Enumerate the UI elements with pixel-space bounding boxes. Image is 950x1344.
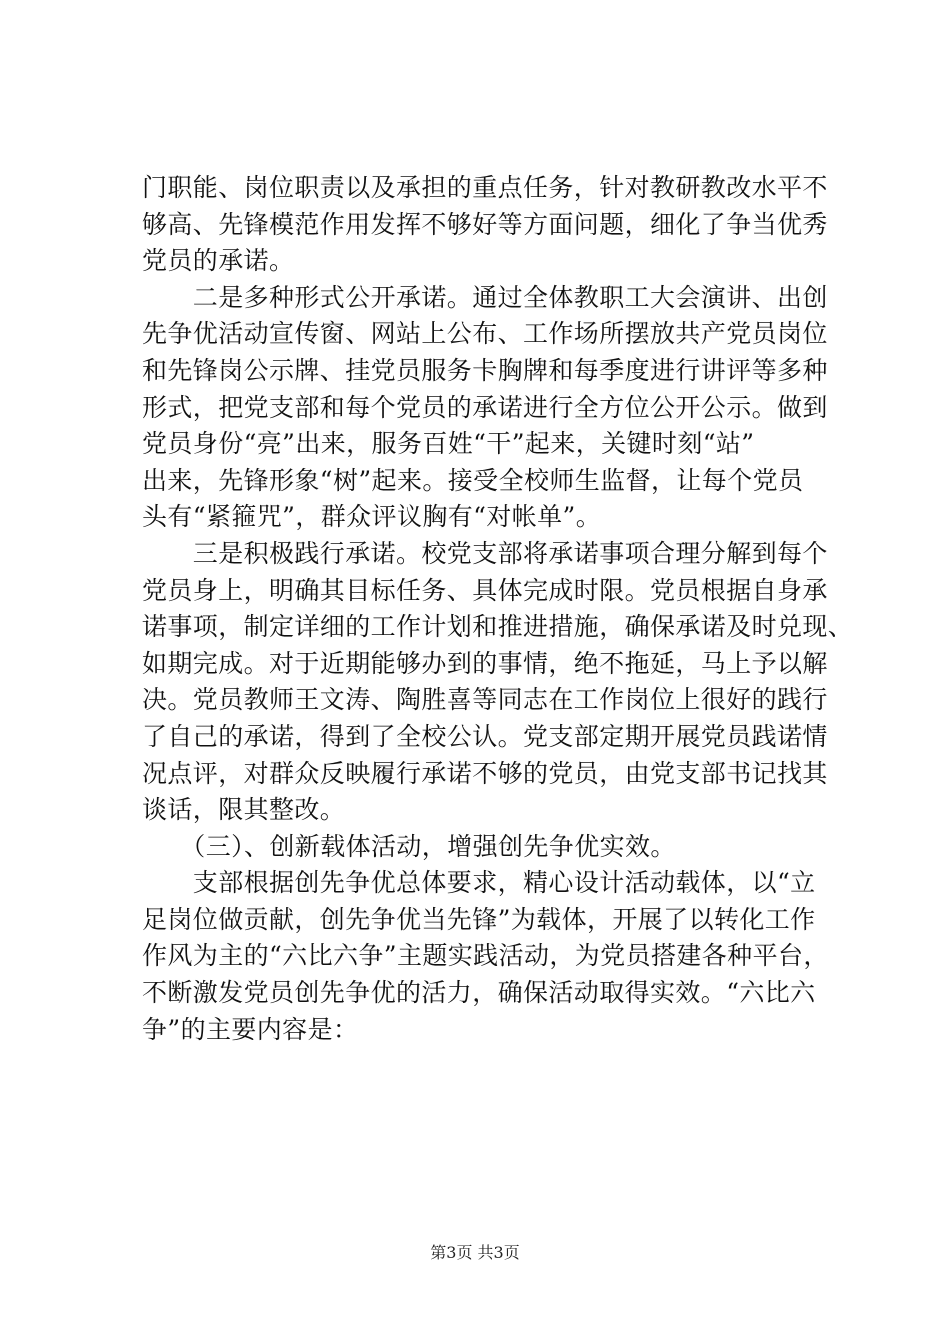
- text-line: 谈话，限其整改。: [142, 795, 346, 825]
- text-line: 决。党员教师王文涛、陶胜喜等同志在工作岗位上很好的践行: [142, 685, 828, 715]
- text-line: 作风为主的“六比六争”主题实践活动，为党员搭建各种平台，: [142, 941, 829, 971]
- text-line: 党员的承诺。: [142, 246, 295, 276]
- text-line: 三是积极践行承诺。校党支部将承诺事项合理分解到每个: [142, 538, 828, 568]
- text-line: 况点评，对群众反映履行承诺不够的党员，由党支部书记找其: [142, 758, 828, 788]
- text-line: 党员身上，明确其目标任务、具体完成时限。党员根据自身承: [142, 575, 828, 605]
- text-line: 足岗位做贡献，创先争优当先锋”为载体，开展了以转化工作: [142, 904, 816, 934]
- text-line: 门职能、岗位职责以及承担的重点任务，针对教研教改水平不: [142, 173, 828, 202]
- text-line: 出来，先锋形象“树”起来。接受全校师生监督，让每个党员: [142, 465, 804, 495]
- text-line: 争”的主要内容是：: [142, 1014, 359, 1044]
- text-line: 二是多种形式公开承诺。通过全体教职工大会演讲、出创: [142, 282, 828, 312]
- text-line: 党员身份“亮”出来，服务百姓“干”起来，关键时刻“站”: [142, 429, 755, 459]
- document-body: [142, 170, 854, 1048]
- text-line: 头有“紧箍咒”，群众评议胸有“对帐单”。: [142, 502, 602, 532]
- text-line: 诺事项，制定详细的工作计划和推进措施，确保承诺及时兑现、: [142, 612, 854, 642]
- text-line: 支部根据创先争优总体要求，精心设计活动载体，以“立: [142, 868, 816, 898]
- text-line: 形式，把党支部和每个党员的承诺进行全方位公开公示。做到: [142, 392, 828, 422]
- text-line: 够高、先锋模范作用发挥不够好等方面问题，细化了争当优秀: [142, 209, 828, 239]
- text-line: 先争优活动宣传窗、网站上公布、工作场所摆放共产党员岗位: [142, 319, 828, 349]
- section-heading: （三）、创新载体活动，增强创先争优实效。: [142, 831, 676, 861]
- text-line: 不断激发党员创先争优的活力，确保活动取得实效。“六比六: [142, 978, 816, 1008]
- text-line: 了自己的承诺，得到了全校公认。党支部定期开展党员践诺情: [142, 721, 828, 751]
- page-number-footer: 第3页 共3页: [430, 1243, 520, 1262]
- text-line: 如期完成。对于近期能够办到的事情，绝不拖延，马上予以解: [142, 648, 828, 678]
- text-line: 和先锋岗公示牌、挂党员服务卡胸牌和每季度进行讲评等多种: [142, 355, 828, 385]
